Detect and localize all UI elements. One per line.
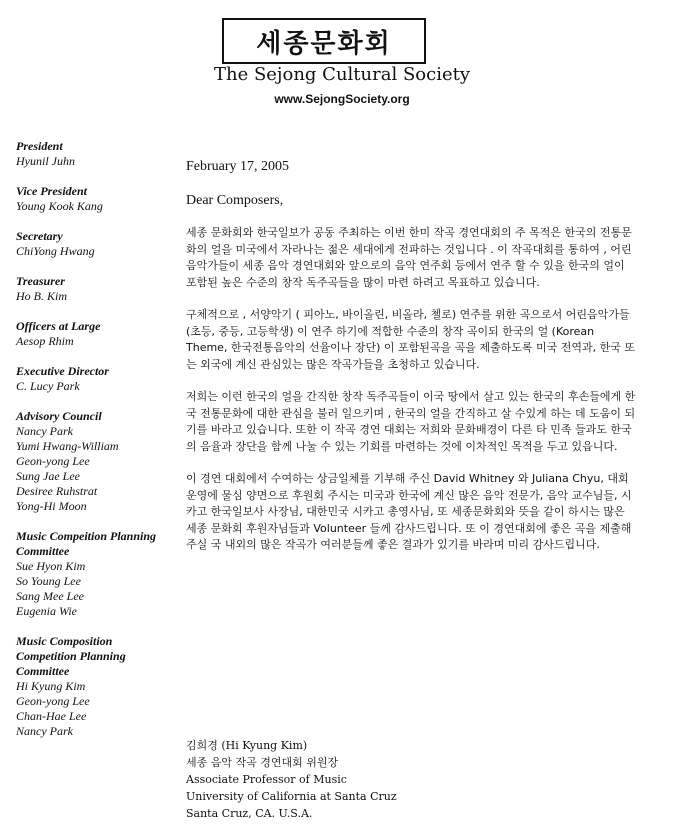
member-name: Geon-yong Lee <box>16 694 90 708</box>
role-title: Vice President <box>16 184 87 198</box>
body-paragraph: 세종 문화회와 한국일보가 공동 주최하는 이번 한미 작곡 경연대회의 주 목적은 한국의 전통문화의 얼을 미국에서 자라나는 젊은 세대에게 전파하는 것입니다 . 이 작곡대회를 통하여 , 어린 음악가들이 세종 음악 경연대회와 앞으로의 음악 연주회 등에서 연주 할 수 있을 한국의 얼이 포함된 높은 수준의 창작 독주곡들을 많이 마련 하려고 목표하고 있습니다. <box>186 226 632 289</box>
role-title: Music Compeition Planning Committee <box>16 529 157 558</box>
body-paragraph: 이 경연 대회에서 수여하는 상금일체를 기부해 주신 David Whitney 와 Juliana Chyu, 대회 운영에 물심 양면으로 후원회 주시는 미국과 한국에 계신 많은 음악 전문가, 음악 교수님들, 시카고 한국일보사 사장님, 대한민국 시카고 총영사님, 또 세종문화회와 뜻을 같이 하시는 많은 세종 문화회 후원자님들과 Volunteer 들께 감사드립니다. 또 이 경연대회에 좋은 곡을 제출해 주실 국 내외의 많은 작곡가 여러분들께 좋은 결과가 있기를 바라며 미리 감사드립니다. <box>186 472 632 551</box>
member-name: Hi Kyung Kim <box>16 679 86 693</box>
sidebar-group-officers-at-large <box>16 319 176 349</box>
letter-salutation: Dear Composers, <box>186 193 284 208</box>
signature-line: 김희경 (Hi Kyung Kim) <box>186 739 308 752</box>
signature-block <box>186 737 397 822</box>
organization-name: The Sejong Cultural Society <box>213 64 471 85</box>
member-name: Nancy Park <box>16 724 73 738</box>
member-name: ChiYong Hwang <box>16 244 95 258</box>
member-name: Sue Hyon Kim <box>16 559 86 573</box>
role-title: Officers at Large <box>16 319 101 333</box>
logo-text: 세종문화회 <box>256 28 392 59</box>
member-name: So Young Lee <box>16 574 81 588</box>
member-name: Ho B. Kim <box>16 289 67 303</box>
member-name: Young Kook Kang <box>16 199 103 213</box>
officer-sidebar <box>16 139 176 754</box>
member-name: Aesop Rhim <box>16 334 74 348</box>
role-title: Executive Director <box>16 364 109 378</box>
member-name: Desiree Ruhstrat <box>16 484 98 498</box>
member-name: Eugenia Wie <box>16 604 77 618</box>
member-name: Hyunil Juhn <box>16 154 75 168</box>
signature-line: 세종 음악 작곡 경연대회 위원장 <box>186 756 339 769</box>
letter-date: February 17, 2005 <box>186 159 290 174</box>
sidebar-group-executive-director <box>16 364 176 394</box>
member-name: Sung Jae Lee <box>16 469 80 483</box>
member-name: Chan-Hae Lee <box>16 709 87 723</box>
sidebar-group-advisory-council <box>16 409 176 514</box>
website-link[interactable]: www.SejongSociety.org <box>274 92 410 106</box>
body-paragraph: 저희는 이런 한국의 얼을 간직한 창작 독주곡들이 이국 땅에서 살고 있는 한국의 후손들에게 한국 전통문화에 대한 관심을 불러 일으키며 , 한국의 얼을 간직하고 살 수있게 하는 데 도움이 되기를 바라고 있습니다. 또한 이 작곡 경연 대회는 저희와 문화배경이 다른 타 민족 들과도 한국의 음율과 장단을 함께 나눌 수 있는 기회를 마련하는 것에 이차적인 목적을 두고 있읍니다. <box>186 390 636 453</box>
role-title: Advisory Council <box>16 409 102 423</box>
letter-body <box>186 225 638 570</box>
member-name: Yong-Hi Moon <box>16 499 87 513</box>
member-name: Nancy Park <box>16 424 73 438</box>
sidebar-group-secretary <box>16 229 176 259</box>
sidebar-group-vice-president <box>16 184 176 214</box>
member-name: C. Lucy Park <box>16 379 80 393</box>
member-name: Sang Mee Lee <box>16 589 84 603</box>
sidebar-group-composition-committee <box>16 634 176 739</box>
member-name: Geon-yong Lee <box>16 454 90 468</box>
signature-line: University of California at Santa Cruz <box>186 790 397 803</box>
body-paragraph: 구체적으로 , 서양악기 ( 피아노, 바이올린, 비올라, 첼로) 연주를 위한 곡으로서 어린음악가들 (초등, 중등, 고등학생) 이 연주 하기에 적합한 수준의 창작 곡이되 한국의 얼 (Korean Theme, 한국전통음악의 선율이나 장단) 이 포함된곡을 곡을 제출하도록 미국 전역과, 한국 또는 외국에 계신 관심있는 많은 작곡가들을 초청하고 있습니다. <box>186 308 635 371</box>
role-title: President <box>16 139 63 153</box>
signature-line: Associate Professor of Music <box>186 773 347 786</box>
signature-line: Santa Cruz, CA. U.S.A. <box>186 807 313 820</box>
sidebar-group-music-competition-committee <box>16 529 176 619</box>
sidebar-group-president <box>16 139 176 169</box>
role-title: Secretary <box>16 229 63 243</box>
role-title: Treasurer <box>16 274 65 288</box>
sidebar-group-treasurer <box>16 274 176 304</box>
member-name: Yumi Hwang-William <box>16 439 119 453</box>
society-logo <box>222 18 426 64</box>
role-title: Music Composition Competition Planning Committee <box>16 634 126 678</box>
